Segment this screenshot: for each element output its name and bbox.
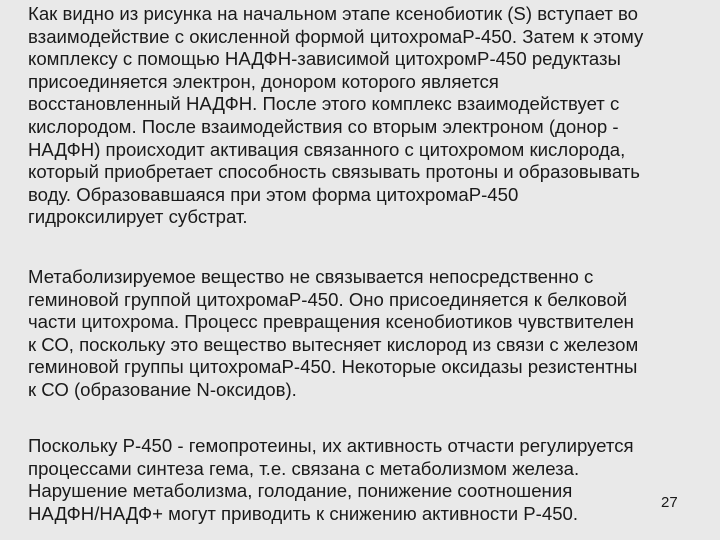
text-line: кислородом. После взаимодействия со вторым электроном (донор - bbox=[28, 115, 619, 137]
text-line: геминовой группы цитохромаР-450. Некоторые оксидазы резистентны bbox=[28, 356, 638, 378]
text-line: восстановленный НАДФН. После этого комплекс взаимодействует с bbox=[28, 93, 620, 115]
text-line: комплексу с помощью НАДФН-зависимой цитохромР-450 редуктазы bbox=[28, 48, 621, 70]
text-line: Как видно из рисунка на начальном этапе ксенобиотик (S) вступает во bbox=[28, 3, 639, 24]
text-line: взаимодействие с окисленной формой цитохромаР-450. Затем к этому bbox=[28, 25, 644, 47]
text-line: воду. Образовавшаяся при этом форма цитохромаР-450 bbox=[28, 183, 519, 205]
paragraph-cytochrome-cycle bbox=[28, 3, 698, 229]
text-line: геминовой группой цитохромаР-450. Оно присоединяется к белковой bbox=[28, 288, 628, 310]
text-line: Метаболизируемое вещество не связывается непосредственно с bbox=[28, 266, 594, 287]
text-line: к СО, поскольку это вещество вытесняет кислород из связи с железом bbox=[28, 333, 639, 355]
text-line: части цитохрома. Процесс превращения ксенобиотиков чувствителен bbox=[28, 311, 634, 333]
text-line: процессами синтеза гема, т.е. связана с метаболизмом железа. bbox=[28, 457, 580, 479]
text-line: присоединяется электрон, донором которого является bbox=[28, 70, 499, 92]
text-line: гидроксилирует субстрат. bbox=[28, 206, 248, 228]
text-line: который приобретает способность связывать протоны и образовывать bbox=[28, 161, 640, 183]
text-line: НАДФН/НАДФ+ могут приводить к снижению активности Р-450. bbox=[28, 502, 579, 524]
text-line: Нарушение метаболизма, голодание, понижение соотношения bbox=[28, 480, 573, 502]
page-number: 27 bbox=[661, 494, 678, 511]
paragraph-substrate-binding bbox=[28, 266, 698, 402]
text-line: к СО (образование N-оксидов). bbox=[28, 378, 297, 400]
text-line: Поскольку Р-450 - гемопротеины, их активность отчасти регулируется bbox=[28, 435, 634, 456]
text-line: НАДФН) происходит активация связанного с цитохромом кислорода, bbox=[28, 138, 626, 160]
paragraph-activity-regulation bbox=[28, 435, 698, 525]
